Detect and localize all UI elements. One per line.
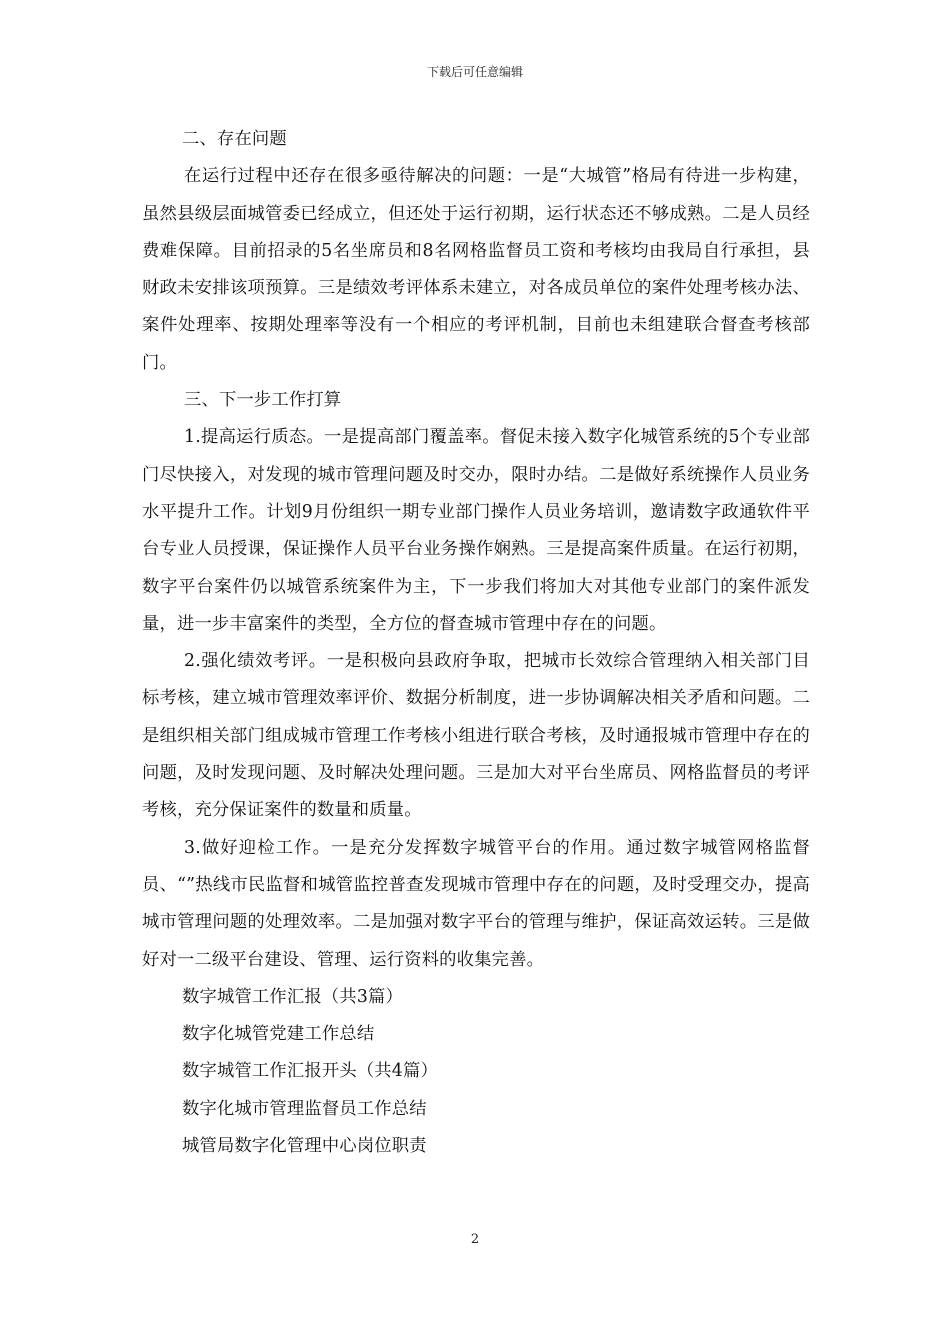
paragraph-problems: 在运行过程中还存在很多亟待解决的问题：一是“大城管”格局有待进一步构建，虽然县级层面城管委已经成立，但还处于运行初期，运行状态还不够成熟。二是人员经费难保障。目前招录的5名坐席员和8名网格监督员工资和考核均由我局自行承担，县财政未安排该项预算。三是绩效考评体系未建立，对各成员单位的案件处理考核办法、案件处理率、按期处理率等没有一个相应的考评机制，目前也未组建联合督查考核部门。 (142, 166, 810, 373)
related-article-link[interactable]: 数字城管工作汇报（共3篇） (182, 986, 403, 1007)
related-article-link[interactable]: 数字城管工作汇报开头（共4篇） (182, 1061, 438, 1082)
related-article-link[interactable]: 数字化城管党建工作总结 (182, 1024, 375, 1045)
page-header: 下载后可任意编辑 (426, 65, 523, 79)
paragraph-item-1: 1.提高运行质态。一是提高部门覆盖率。督促未接入数字化城管系统的5个专业部门尽快接入，对发现的城市管理问题及时交办，限时办结。二是做好系统操作人员业务水平提升工作。计划9月份组织一期专业部门操作人员业务培训，邀请数字政通软件平台专业人员授课，保证操作人员平台业务操作娴熟。三是提高案件质量。在运行初期，数字平台案件仍以城管系统案件为主，下一步我们将加大对其他专业部门的案件派发量，进一步丰富案件的类型，全方位的督查城市管理中存在的问题。 (142, 427, 810, 634)
related-articles-list (142, 979, 810, 1165)
document-body (142, 121, 810, 1165)
page-number: 2 (470, 1232, 480, 1247)
related-article-link[interactable]: 数字化城市管理监督员工作总结 (182, 1098, 427, 1119)
paragraph-item-2: 2.强化绩效考评。一是积极向县政府争取，把城市长效综合管理纳入相关部门目标考核，建立城市管理效率评价、数据分析制度，进一步协调解决相关矛盾和问题。二是组织相关部门组成城市管理工作考核小组进行联合考核，及时通报城市管理中存在的问题，及时发现问题、及时解决处理问题。三是加大对平台坐席员、网格监督员的考评考核，充分保证案件的数量和质量。 (142, 651, 810, 821)
section-heading-next-steps: 三、下一步工作打算 (184, 390, 342, 411)
section-heading-problems: 二、存在问题 (182, 129, 287, 149)
paragraph-item-3: 3.做好迎检工作。一是充分发挥数字城管平台的作用。通过数字城管网格监督员、“”热线市民监督和城管监控普查发现城市管理中存在的问题，及时受理交办，提高城市管理问题的处理效率。二是加强对数字平台的管理与维护，保证高效运转。三是做好对一二级平台建设、管理、运行资料的收集完善。 (142, 837, 810, 970)
related-article-link[interactable]: 城管局数字化管理中心岗位职责 (182, 1136, 427, 1157)
